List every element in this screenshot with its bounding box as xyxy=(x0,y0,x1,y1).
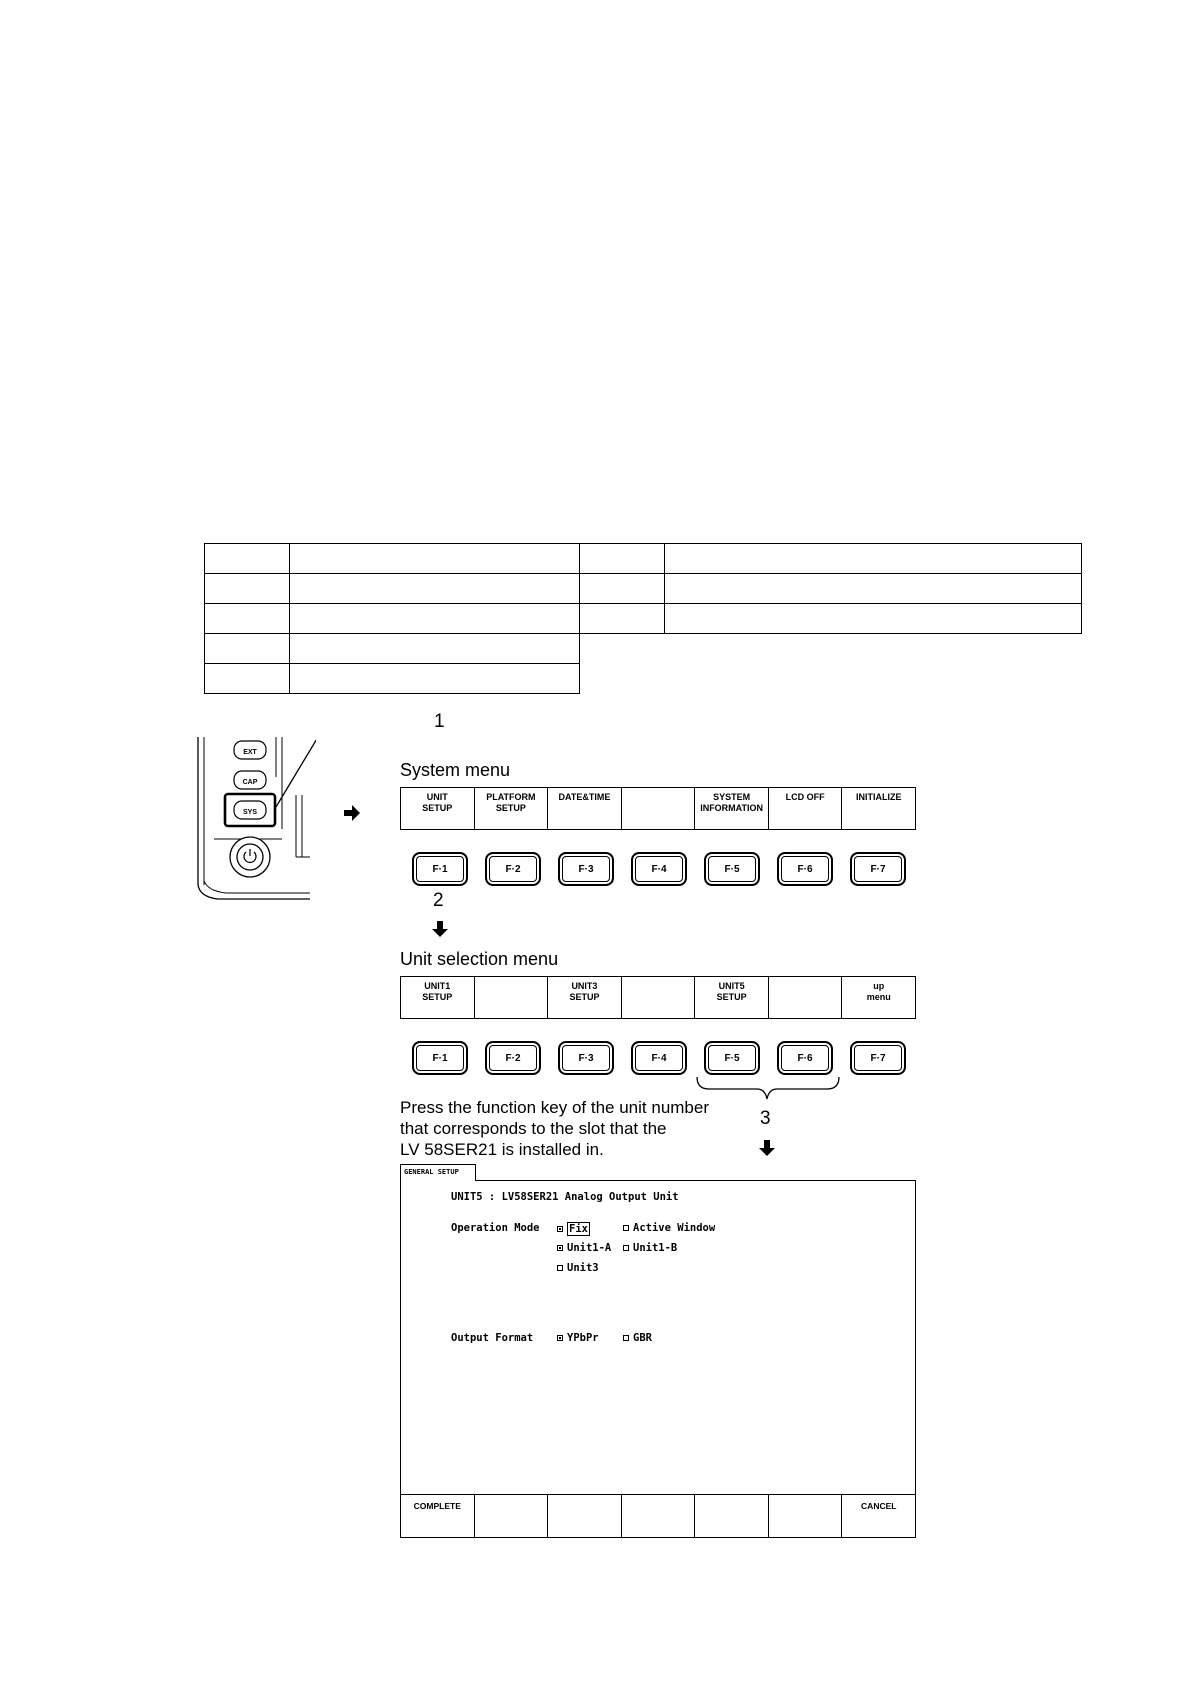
softkey-empty xyxy=(622,1495,696,1537)
instruction-line-2: that corresponds to the slot that the xyxy=(400,1119,667,1138)
checkbox-unchecked-icon xyxy=(623,1225,629,1231)
softkey-up-menu[interactable]: up menu xyxy=(866,981,891,1002)
option-unit1-b[interactable] xyxy=(623,1242,677,1254)
table-cell xyxy=(290,544,580,574)
f3-key[interactable]: F·3 xyxy=(558,1041,614,1075)
table-cell xyxy=(205,634,290,664)
table-cell xyxy=(290,664,580,694)
table-cell xyxy=(580,604,665,634)
arrow-right-icon xyxy=(343,804,361,822)
system-menu-title: System menu xyxy=(400,760,511,780)
f7-key[interactable]: F·7 xyxy=(850,852,906,886)
setup-softkey-bar xyxy=(400,1494,916,1538)
arrow-down-icon xyxy=(431,920,449,938)
softkey-unit-setup[interactable]: UNIT SETUP xyxy=(401,788,475,829)
f3-key[interactable]: F·3 xyxy=(558,852,614,886)
option-label: GBR xyxy=(633,1332,652,1344)
option-label: YPbPr xyxy=(567,1332,599,1344)
f4-key[interactable]: F·4 xyxy=(631,1041,687,1075)
f1-key[interactable]: F·1 xyxy=(412,1041,468,1075)
softkey-unit1-setup[interactable]: UNIT1 SETUP xyxy=(401,977,475,1018)
option-label: Unit1-B xyxy=(633,1242,678,1254)
option-unit1-a[interactable] xyxy=(557,1242,611,1254)
softkey-empty xyxy=(475,1495,549,1537)
table-cell xyxy=(665,574,1082,604)
brace-f5-f6 xyxy=(695,1075,845,1105)
callout-step-3: 3 xyxy=(760,1108,771,1129)
softkey-empty xyxy=(548,1495,622,1537)
blank-table xyxy=(204,543,1082,694)
option-unit3[interactable] xyxy=(557,1262,599,1274)
softkey-empty xyxy=(622,788,696,829)
table-cell xyxy=(580,544,665,574)
table-cell xyxy=(205,664,290,694)
option-label: Fix xyxy=(569,1223,588,1235)
option-label: Unit3 xyxy=(567,1262,599,1274)
instruction-line-3: LV 58SER21 is installed in. xyxy=(400,1140,604,1159)
f6-key[interactable]: F·6 xyxy=(777,1041,833,1075)
table-cell xyxy=(580,574,665,604)
table-row xyxy=(205,574,1082,604)
callout-step-2: 2 xyxy=(433,890,444,911)
option-label: Unit1-A xyxy=(567,1242,612,1254)
checkbox-unchecked-icon xyxy=(623,1245,629,1251)
unit-menu-title: Unit selection menu xyxy=(400,949,559,969)
softkey-empty xyxy=(769,1495,843,1537)
instruction-text xyxy=(400,1097,709,1160)
softkey-system-information[interactable]: SYSTEM INFORMATION xyxy=(695,788,769,829)
tab-general-setup[interactable]: GENERAL SETUP xyxy=(400,1164,476,1181)
softkey-platform-setup[interactable]: PLATFORM SETUP xyxy=(475,788,549,829)
softkey-empty xyxy=(622,977,696,1018)
checkbox-checked-icon xyxy=(557,1245,563,1251)
softkey-empty xyxy=(695,1495,769,1537)
checkbox-unchecked-icon xyxy=(623,1335,629,1341)
system-menu-bar xyxy=(400,787,916,830)
table-row xyxy=(205,664,1082,694)
arrow-down-icon xyxy=(758,1139,776,1157)
f6-key[interactable]: F·6 xyxy=(777,852,833,886)
instruction-line-1: Press the function key of the unit number xyxy=(400,1098,710,1117)
checkbox-checked-icon xyxy=(557,1335,563,1341)
option-label: Active Window xyxy=(633,1222,716,1234)
table-cell xyxy=(665,604,1082,634)
table-cell xyxy=(290,634,580,664)
f1-key[interactable]: F·1 xyxy=(412,852,468,886)
f2-key[interactable]: F·2 xyxy=(485,1041,541,1075)
softkey-unit5-setup[interactable]: UNIT5 SETUP xyxy=(695,977,769,1018)
output-format-label: Output Format xyxy=(451,1332,534,1344)
softkey-cancel[interactable]: CANCEL xyxy=(861,1501,897,1511)
softkey-unit3-setup[interactable]: UNIT3 SETUP xyxy=(548,977,622,1018)
table-cell xyxy=(290,574,580,604)
table-cell xyxy=(290,604,580,634)
f2-key[interactable]: F·2 xyxy=(485,852,541,886)
table-row xyxy=(205,604,1082,634)
option-gbr[interactable] xyxy=(623,1332,652,1344)
f5-key[interactable]: F·5 xyxy=(704,852,760,886)
option-fix[interactable] xyxy=(557,1222,590,1236)
softkey-date-time[interactable]: DATE&TIME xyxy=(548,788,622,829)
table-cell xyxy=(205,574,290,604)
checkbox-unchecked-icon xyxy=(557,1265,563,1271)
callout-step-1: 1 xyxy=(434,711,445,732)
table-cell xyxy=(205,604,290,634)
unit-menu-bar xyxy=(400,976,916,1019)
table-cell xyxy=(665,544,1082,574)
softkey-empty xyxy=(475,977,549,1018)
f4-key[interactable]: F·4 xyxy=(631,852,687,886)
ext-button-label: EXT xyxy=(243,749,257,756)
fkey-row-unit xyxy=(400,1041,916,1077)
unit-heading: UNIT5 : LV58SER21 Analog Output Unit xyxy=(451,1191,679,1203)
checkbox-checked-icon xyxy=(557,1226,563,1232)
softkey-initialize[interactable]: INITIALIZE xyxy=(856,792,902,802)
table-cell xyxy=(205,544,290,574)
table-row xyxy=(205,544,1082,574)
operation-mode-label: Operation Mode xyxy=(451,1222,540,1234)
sys-button-label: SYS xyxy=(242,809,258,816)
setup-screen xyxy=(400,1180,916,1495)
option-active-window[interactable] xyxy=(623,1222,715,1234)
cap-button-label: CAP xyxy=(242,779,258,786)
softkey-complete[interactable]: COMPLETE xyxy=(401,1495,475,1537)
softkey-empty xyxy=(769,977,843,1018)
fkey-row-system xyxy=(400,852,916,888)
softkey-lcd-off[interactable]: LCD OFF xyxy=(769,788,843,829)
device-panel-drawing xyxy=(196,735,316,905)
table-row xyxy=(205,634,1082,664)
f5-key[interactable]: F·5 xyxy=(704,1041,760,1075)
option-ypbpr[interactable] xyxy=(557,1332,599,1344)
f7-key[interactable]: F·7 xyxy=(850,1041,906,1075)
